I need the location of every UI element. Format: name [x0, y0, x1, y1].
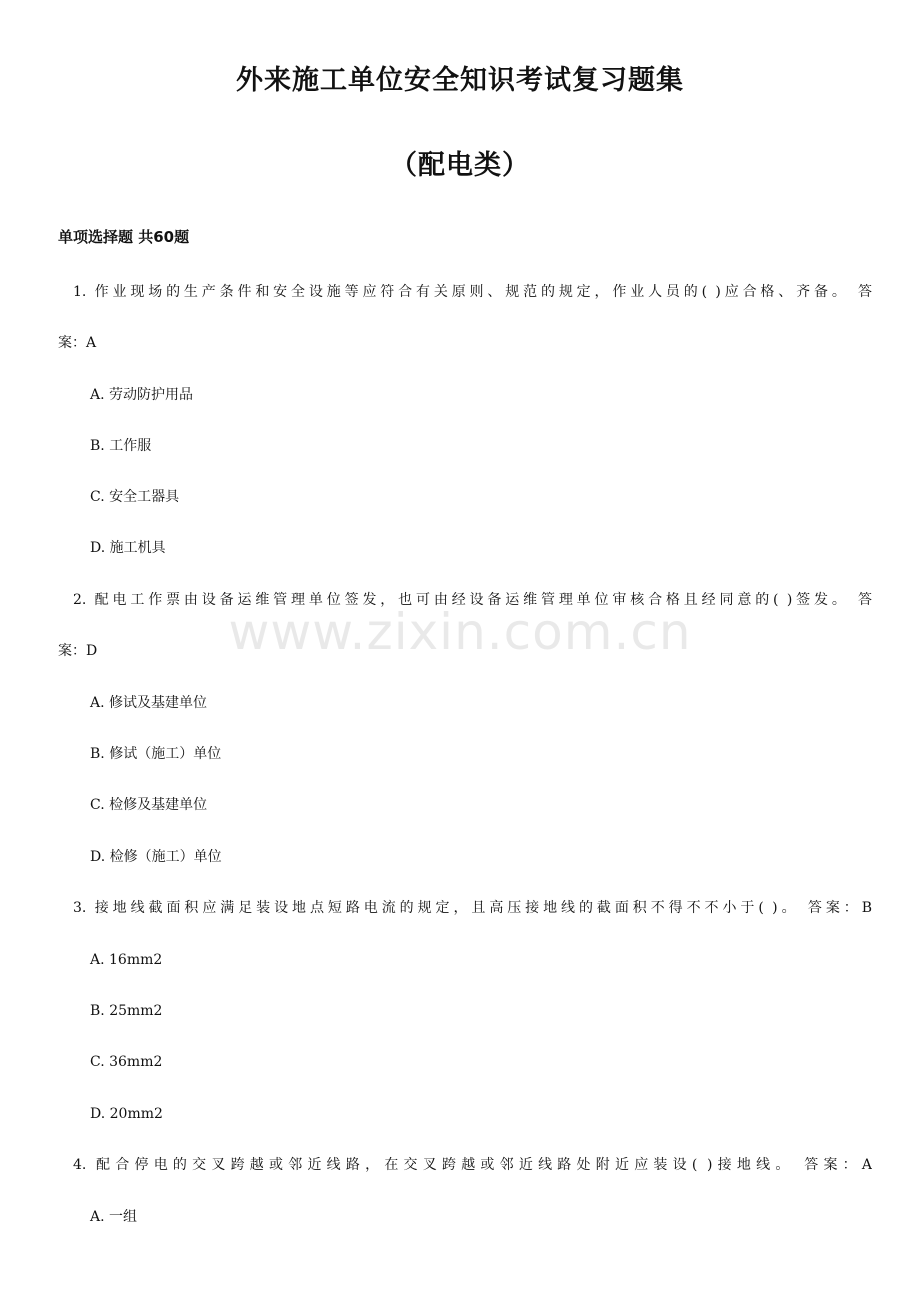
question-2-option-a: A. 修试及基建单位 — [90, 695, 208, 711]
question-3-text: 3. 接地线截面积应满足装设地点短路电流的规定，且高压接地线的截面积不得不不小于( )。 答案：B — [73, 900, 872, 916]
question-1-option-c: C. 安全工器具 — [90, 489, 180, 505]
document-title: 外来施工单位安全知识考试复习题集 — [236, 65, 684, 96]
question-2-option-c: C. 检修及基建单位 — [90, 797, 208, 813]
question-4-option-a: A. 一组 — [90, 1209, 138, 1225]
question-3-option-b: B. 25mm2 — [90, 1003, 163, 1019]
question-2-answer: 案：D — [58, 643, 98, 659]
question-1-option-b: B. 工作服 — [90, 438, 152, 454]
question-3-option-d: D. 20mm2 — [90, 1106, 163, 1122]
question-2-option-d: D. 检修（施工）单位 — [90, 849, 222, 865]
question-1-option-d: D. 施工机具 — [90, 540, 166, 556]
question-4-text: 4. 配合停电的交叉跨越或邻近线路，在交叉跨越或邻近线路处附近应装设( )接地线。 答案：A — [73, 1157, 872, 1173]
watermark: www.zixin.com.cn — [228, 603, 692, 661]
question-3-option-a: A. 16mm2 — [90, 952, 163, 968]
section-heading: 单项选择题 共60题 — [58, 228, 190, 246]
question-2-text: 2. 配电工作票由设备运维管理单位签发，也可由经设备运维管理单位审核合格且经同意的( )签发。 答 — [73, 592, 872, 608]
question-1-answer: 案：A — [58, 335, 97, 351]
document-subtitle: （配电类） — [390, 150, 530, 181]
question-1-text: 1. 作业现场的生产条件和安全设施等应符合有关原则、规范的规定，作业人员的( )应合格、齐备。 答 — [73, 284, 872, 300]
question-2-option-b: B. 修试（施工）单位 — [90, 746, 222, 762]
question-1-option-a: A. 劳动防护用品 — [90, 387, 194, 403]
question-3-option-c: C. 36mm2 — [90, 1054, 163, 1070]
